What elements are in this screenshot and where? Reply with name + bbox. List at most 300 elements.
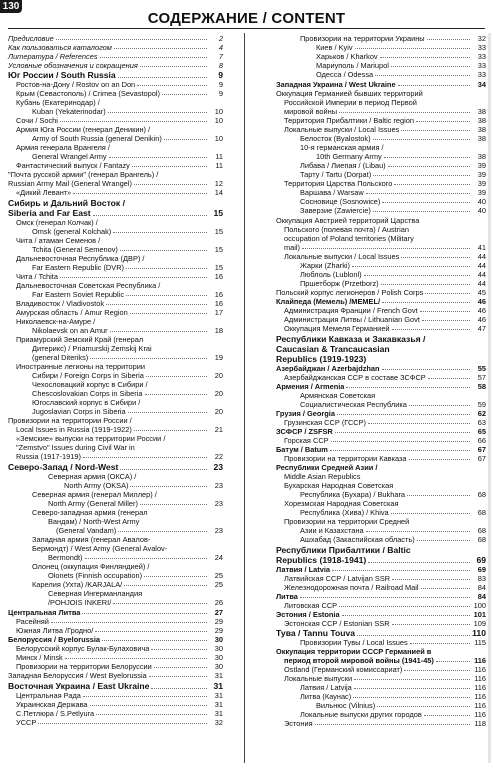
toc-entry-page: 16 xyxy=(214,272,223,281)
dot-leader xyxy=(377,706,470,707)
toc-entry[interactable] xyxy=(276,345,486,354)
toc-entry[interactable] xyxy=(276,536,486,543)
toc-entry-page: 84 xyxy=(477,592,486,601)
toc-entry[interactable] xyxy=(276,629,486,638)
toc-entry[interactable] xyxy=(8,500,223,507)
toc-entry[interactable] xyxy=(276,593,486,600)
toc-entry-page: 23 xyxy=(214,526,223,535)
toc-entry-title: Центральная Рада xyxy=(16,691,81,700)
toc-entry[interactable] xyxy=(8,572,223,579)
toc-entry[interactable] xyxy=(8,399,223,406)
toc-entry[interactable] xyxy=(8,482,223,489)
toc-entry-title: период второй мировой войны (1941-45) xyxy=(284,656,434,665)
toc-entry[interactable] xyxy=(8,682,223,691)
toc-entry-page: 116 xyxy=(474,656,486,665)
toc-entry[interactable] xyxy=(276,316,486,323)
toc-entry-page: 110 xyxy=(472,628,486,638)
toc-entry[interactable] xyxy=(276,198,486,205)
toc-entry[interactable] xyxy=(276,135,486,142)
toc-entry[interactable] xyxy=(8,381,223,388)
toc-entry[interactable] xyxy=(276,374,486,381)
toc-entry[interactable] xyxy=(276,410,486,417)
toc-entry-page: 58 xyxy=(477,382,486,391)
toc-entry-page: 9 xyxy=(218,89,223,98)
toc-entry-page: 38 xyxy=(477,116,486,125)
toc-entry[interactable] xyxy=(276,675,486,682)
toc-entry[interactable] xyxy=(8,491,223,498)
toc-entry-title: Азербайджан / Azerbajdzhan xyxy=(276,364,380,373)
toc-entry-page: 26 xyxy=(214,598,223,607)
dot-leader xyxy=(110,331,207,332)
toc-entry[interactable] xyxy=(8,618,223,625)
toc-entry[interactable] xyxy=(8,327,223,334)
dot-leader xyxy=(134,430,207,431)
toc-entry[interactable] xyxy=(276,527,486,534)
toc-entry[interactable] xyxy=(8,282,223,289)
toc-entry[interactable] xyxy=(8,701,223,708)
toc-entry[interactable] xyxy=(276,473,486,480)
toc-entry[interactable] xyxy=(276,90,486,97)
toc-entry[interactable] xyxy=(8,719,223,726)
toc-entry[interactable] xyxy=(8,180,223,187)
toc-entry[interactable] xyxy=(8,463,223,472)
toc-entry-page: 16 xyxy=(214,290,223,299)
toc-entry[interactable] xyxy=(276,693,486,700)
toc-entry-title: Республики Средней Азии / xyxy=(276,463,378,472)
toc-entry[interactable] xyxy=(8,219,223,226)
toc-entry[interactable] xyxy=(276,500,486,507)
toc-entry-title: Литовская ССР xyxy=(284,601,338,610)
dot-leader xyxy=(120,250,207,251)
toc-entry[interactable] xyxy=(8,171,223,178)
toc-entry[interactable] xyxy=(8,672,223,679)
toc-entry-title: Азии и Казахстана xyxy=(300,526,364,535)
toc-entry[interactable] xyxy=(8,273,223,280)
toc-entry[interactable] xyxy=(8,509,223,516)
toc-entry[interactable] xyxy=(8,692,223,699)
dot-leader xyxy=(38,723,207,724)
toc-entry-page: 33 xyxy=(477,70,486,79)
toc-entry[interactable] xyxy=(8,426,223,433)
toc-entry-title: Азербайджанская ССР в составе ЗСФСР xyxy=(284,373,426,382)
toc-entry-title: Омск (генерал Колчак) / xyxy=(16,218,98,227)
toc-entry[interactable] xyxy=(8,246,223,253)
toc-entry[interactable] xyxy=(276,117,486,124)
toc-entry-page: 27 xyxy=(214,608,223,617)
toc-entry[interactable] xyxy=(8,710,223,717)
toc-entry[interactable] xyxy=(8,108,223,115)
toc-entry-title: Литва (Каунас) xyxy=(300,692,352,701)
toc-entry[interactable] xyxy=(276,620,486,627)
toc-entry[interactable] xyxy=(276,53,486,60)
toc-entry-title: Армия генерала Врангеля / xyxy=(16,143,110,152)
dot-leader xyxy=(354,679,470,680)
toc-entry[interactable] xyxy=(8,545,223,552)
toc-entry-page: 10 xyxy=(214,107,223,116)
toc-entry[interactable] xyxy=(276,419,486,426)
toc-entry[interactable] xyxy=(8,473,223,480)
toc-entry-page: 30 xyxy=(214,635,223,644)
toc-entry-title: "Zemstvo" Issues during Civil War in xyxy=(16,443,135,452)
toc-entry[interactable] xyxy=(276,244,486,251)
toc-entry-title: Иностранные легионы на территории xyxy=(16,362,146,371)
toc-entry[interactable] xyxy=(8,627,223,634)
dot-leader xyxy=(335,432,470,433)
toc-entry-page: 25 xyxy=(214,571,223,580)
toc-entry-title: Локальные выпуски / Local Issues xyxy=(284,125,400,134)
dot-leader xyxy=(380,57,470,58)
toc-entry[interactable] xyxy=(8,81,223,88)
toc-entry[interactable] xyxy=(8,189,223,196)
toc-entry[interactable] xyxy=(276,446,486,453)
dot-leader xyxy=(315,724,470,725)
toc-entry-page: 16 xyxy=(214,299,223,308)
toc-entry[interactable] xyxy=(276,280,486,287)
toc-entry[interactable] xyxy=(276,518,486,525)
toc-entry[interactable] xyxy=(8,162,223,169)
toc-entry-title: Chescoslovakian Corps in Siberia xyxy=(32,389,143,398)
toc-entry-page: 116 xyxy=(474,683,486,692)
toc-entry-title: Как пользоваться каталогом xyxy=(8,43,112,52)
toc-entry[interactable] xyxy=(276,162,486,169)
toc-entry[interactable] xyxy=(8,53,223,60)
dot-leader xyxy=(145,394,207,395)
toc-entry-title: Олонец (оккупация Финляндией) / xyxy=(32,562,150,571)
toc-entry-title: Дальневосточная Советская Республика / xyxy=(16,281,161,290)
toc-entry[interactable] xyxy=(8,345,223,352)
toc-entry[interactable] xyxy=(276,171,486,178)
toc-entry-page: 68 xyxy=(477,490,486,499)
toc-entry[interactable] xyxy=(276,71,486,78)
dot-leader xyxy=(404,670,470,671)
toc-entry-page: 41 xyxy=(477,243,486,252)
toc-entry-title: Middle Asian Republics xyxy=(284,472,361,481)
toc-entry[interactable] xyxy=(8,590,223,597)
toc-entry[interactable] xyxy=(8,199,223,208)
toc-entry-title: Провизории на территории России / xyxy=(8,416,132,425)
toc-entry-page: 116 xyxy=(474,701,486,710)
toc-entry[interactable] xyxy=(276,684,486,691)
dot-leader xyxy=(102,640,207,641)
toc-entry-title: Люблоль (Lublonl) xyxy=(300,270,362,279)
dot-leader xyxy=(144,576,207,577)
toc-entry[interactable] xyxy=(8,654,223,661)
toc-entry-title: Грузинская ССР (ГССР) xyxy=(284,418,367,427)
toc-entry[interactable] xyxy=(276,428,486,435)
toc-entry-title: Чита / Tchita xyxy=(16,272,58,281)
dot-leader xyxy=(108,112,207,113)
toc-entry[interactable] xyxy=(276,482,486,489)
toc-entry-title: Литва xyxy=(276,592,298,601)
toc-entry-page: 38 xyxy=(477,152,486,161)
toc-entry[interactable] xyxy=(8,300,223,307)
toc-entry-title: Хорезмская Народная Советская xyxy=(284,499,399,508)
toc-entry-page: 44 xyxy=(477,261,486,270)
toc-entry-page: 68 xyxy=(477,526,486,535)
toc-entry[interactable] xyxy=(276,602,486,609)
toc-entry-page: 25 xyxy=(214,580,223,589)
toc-entry-title: Социалистическая Республика xyxy=(300,400,407,409)
toc-entry-page: 67 xyxy=(477,445,486,454)
toc-entry-title: Южная Литва /Гродно/ xyxy=(16,626,94,635)
toc-entry[interactable] xyxy=(8,663,223,670)
toc-entry-page: 29 xyxy=(214,626,223,635)
toc-entry-page: 46 xyxy=(477,306,486,315)
toc-entry-page: 59 xyxy=(477,400,486,409)
toc-entry[interactable] xyxy=(276,126,486,133)
toc-entry[interactable] xyxy=(8,62,223,69)
toc-entry[interactable] xyxy=(8,135,223,142)
toc-entry-title: Сочи / Sochi xyxy=(16,116,58,125)
dot-leader xyxy=(368,423,470,424)
toc-entry-title: North Army (General Miller) xyxy=(48,499,138,508)
toc-entry-title: Северная армия (ОКСА) / xyxy=(48,472,137,481)
toc-entry[interactable] xyxy=(276,702,486,709)
toc-entry[interactable] xyxy=(8,636,223,643)
toc-entry[interactable] xyxy=(276,207,486,214)
toc-entry-title: Локальные выпуски других городов xyxy=(300,710,422,719)
toc-entry-title: mail) xyxy=(284,243,301,252)
dot-leader xyxy=(146,376,207,377)
toc-entry[interactable] xyxy=(276,455,486,462)
toc-entry-title: Чехословацкий корпус в Сибири / xyxy=(32,380,148,389)
toc-entry[interactable] xyxy=(276,383,486,390)
toc-entry[interactable] xyxy=(8,435,223,442)
toc-entry[interactable] xyxy=(276,99,486,106)
toc-entry[interactable] xyxy=(8,153,223,160)
toc-entry[interactable] xyxy=(8,336,223,343)
dot-leader xyxy=(428,378,470,379)
toc-entry-title: Kuban (Yekaterinodar) xyxy=(32,107,106,116)
toc-entry[interactable] xyxy=(276,307,486,314)
dot-leader xyxy=(352,266,470,267)
toc-entry-title: Польский корпус легионеров / Polish Corps xyxy=(276,288,424,297)
dot-leader xyxy=(424,715,470,716)
toc-entry-title: Тува / Tannu Touva xyxy=(276,628,356,638)
toc-entry[interactable] xyxy=(8,518,223,525)
toc-entry[interactable] xyxy=(276,639,486,646)
toc-entry[interactable] xyxy=(276,153,486,160)
toc-entry[interactable] xyxy=(276,464,486,471)
dot-leader xyxy=(392,624,470,625)
dot-leader xyxy=(422,320,470,321)
dot-leader xyxy=(373,175,470,176)
toc-entry-page: 101 xyxy=(473,610,486,619)
toc-entry[interactable] xyxy=(8,144,223,151)
toc-entry[interactable] xyxy=(8,372,223,379)
toc-entry[interactable] xyxy=(8,228,223,235)
toc-entry-page: 10 xyxy=(214,116,223,125)
toc-entry-title: Пршетборж (Przetborz) xyxy=(300,279,379,288)
toc-entry-title: Территория Царства Польского xyxy=(284,179,393,188)
toc-entry-page: 40 xyxy=(477,206,486,215)
toc-entry[interactable] xyxy=(8,453,223,460)
toc-entry-page: 30 xyxy=(214,662,223,671)
dot-leader xyxy=(137,85,207,86)
toc-entry-page: 10 xyxy=(214,134,223,143)
toc-entry[interactable] xyxy=(276,235,486,242)
toc-entry-page: 83 xyxy=(477,574,486,583)
toc-entry-title: Республики Кавказа и Закавказья / xyxy=(276,334,426,344)
toc-entry[interactable] xyxy=(276,711,486,718)
toc-entry[interactable] xyxy=(276,226,486,233)
dot-leader xyxy=(100,57,207,58)
toc-entry-page: 39 xyxy=(477,179,486,188)
toc-entry[interactable] xyxy=(8,291,223,298)
toc-entry-title: 10-я германская армия / xyxy=(300,143,384,152)
dot-leader xyxy=(364,275,470,276)
dot-leader xyxy=(113,603,207,604)
toc-entry-title: Железнодорожная почта / Railroad Mail xyxy=(284,583,419,592)
toc-entry[interactable] xyxy=(276,81,486,88)
toc-entry-title: Северная Ингерманландия xyxy=(48,589,143,598)
dot-leader xyxy=(73,193,207,194)
toc-entry-page: 32 xyxy=(477,34,486,43)
toc-entry[interactable] xyxy=(276,298,486,305)
toc-entry[interactable] xyxy=(276,262,486,269)
toc-entry-title: Olonets (Finnish occupation) xyxy=(48,571,143,580)
dot-leader xyxy=(339,606,470,607)
toc-entry[interactable] xyxy=(276,180,486,187)
toc-entry-page: 115 xyxy=(474,638,486,647)
scrollbar[interactable] xyxy=(488,33,491,763)
toc-entry[interactable] xyxy=(276,289,486,296)
toc-entry[interactable] xyxy=(276,365,486,372)
toc-entry[interactable] xyxy=(276,325,486,332)
toc-entry[interactable] xyxy=(276,584,486,591)
toc-entry[interactable] xyxy=(8,44,223,51)
toc-entry[interactable] xyxy=(276,509,486,516)
toc-entry[interactable] xyxy=(276,556,486,565)
toc-entry[interactable] xyxy=(276,437,486,444)
toc-entry-page: 45 xyxy=(477,288,486,297)
toc-entry-page: 116 xyxy=(474,710,486,719)
toc-entry[interactable] xyxy=(8,408,223,415)
toc-entry[interactable] xyxy=(8,71,223,80)
toc-entry-title: Латвия / Latvia xyxy=(276,565,331,574)
toc-entry[interactable] xyxy=(8,554,223,561)
toc-entry-page: 24 xyxy=(214,553,223,562)
toc-entry-title: North Army (OKSA) xyxy=(64,481,129,490)
toc-entry-title: Литература / References xyxy=(8,52,98,61)
toc-entry[interactable] xyxy=(8,309,223,316)
toc-entry[interactable] xyxy=(8,90,223,97)
toc-entry-page: 8 xyxy=(218,61,223,70)
toc-entry-page: 15 xyxy=(213,208,223,218)
toc-entry-title: Дальневосточная Республика (ДВР) / xyxy=(16,254,145,263)
toc-entry[interactable] xyxy=(8,35,223,42)
dot-leader xyxy=(140,504,207,505)
toc-entry[interactable] xyxy=(276,666,486,673)
toc-entry-title: Амурская область / Amur Region xyxy=(16,308,128,317)
dot-leader xyxy=(384,157,470,158)
toc-entry[interactable] xyxy=(276,611,486,618)
toc-entry[interactable] xyxy=(8,527,223,534)
toc-entry[interactable] xyxy=(8,563,223,570)
page-number-badge: 130 xyxy=(0,0,22,13)
toc-entry-page: 31 xyxy=(214,700,223,709)
toc-entry-page: 38 xyxy=(477,125,486,134)
toc-entry-page: 15 xyxy=(214,245,223,254)
toc-entry-page: 62 xyxy=(477,409,486,418)
toc-entry[interactable] xyxy=(8,264,223,271)
toc-entry-page: 116 xyxy=(474,674,486,683)
toc-entry-page: 68 xyxy=(477,535,486,544)
toc-entry[interactable] xyxy=(276,44,486,51)
toc-entry-title: Оккупация Австрией территорий Царства xyxy=(276,216,420,225)
toc-entry-title: "Почта русской армии" (генерал Врангель) / xyxy=(8,170,159,179)
toc-entry-page: 67 xyxy=(477,454,486,463)
toc-entry[interactable] xyxy=(276,491,486,498)
toc-entry[interactable] xyxy=(8,117,223,124)
toc-entry[interactable] xyxy=(8,645,223,652)
dot-leader xyxy=(118,77,207,78)
toc-entry[interactable] xyxy=(8,255,223,262)
toc-entry[interactable] xyxy=(8,417,223,424)
toc-entry[interactable] xyxy=(276,217,486,224)
toc-entry[interactable] xyxy=(276,271,486,278)
toc-entry[interactable] xyxy=(8,536,223,543)
toc-entry[interactable] xyxy=(8,99,223,106)
toc-entry-title: Белоруссия / Byelorussia xyxy=(8,635,101,644)
toc-entry-page: 31 xyxy=(214,691,223,700)
toc-entry-page: 33 xyxy=(477,61,486,70)
toc-entry[interactable] xyxy=(276,566,486,573)
toc-entry[interactable] xyxy=(276,144,486,151)
toc-entry-page: 4 xyxy=(218,43,223,52)
toc-entry[interactable] xyxy=(8,354,223,361)
toc-entry-title: «Земские» выпуски на территории России / xyxy=(16,434,166,443)
toc-entry-title: Приамурский Земский Край (генерал xyxy=(16,335,144,344)
dot-leader xyxy=(130,313,207,314)
toc-entry[interactable] xyxy=(276,35,486,42)
toc-entry[interactable] xyxy=(276,189,486,196)
dot-leader xyxy=(425,293,470,294)
toc-entry[interactable] xyxy=(276,546,486,555)
toc-entry[interactable] xyxy=(276,355,486,364)
toc-entry[interactable] xyxy=(276,253,486,260)
dot-leader xyxy=(368,562,470,563)
toc-entry[interactable] xyxy=(276,657,486,664)
toc-entry[interactable] xyxy=(8,609,223,616)
toc-entry[interactable] xyxy=(276,392,486,399)
toc-entry[interactable] xyxy=(8,318,223,325)
toc-entry[interactable] xyxy=(276,108,486,115)
toc-entry[interactable] xyxy=(8,209,223,218)
toc-entry[interactable] xyxy=(276,62,486,69)
toc-entry[interactable] xyxy=(276,648,486,655)
dot-leader xyxy=(114,48,207,49)
toc-entry[interactable] xyxy=(8,237,223,244)
toc-entry[interactable] xyxy=(8,390,223,397)
toc-entry-title: Администрация Литвы / Lithuanian Govt xyxy=(284,315,420,324)
toc-entry-title: Белорусский корпус Булак-Булаховича xyxy=(16,644,150,653)
toc-entry-page: 66 xyxy=(477,436,486,445)
toc-entry[interactable] xyxy=(8,363,223,370)
toc-entry[interactable] xyxy=(276,335,486,344)
toc-entry[interactable] xyxy=(276,575,486,582)
toc-entry-page: 46 xyxy=(477,315,486,324)
toc-entry[interactable] xyxy=(8,581,223,588)
toc-entry[interactable] xyxy=(276,720,486,727)
toc-entry[interactable] xyxy=(276,401,486,408)
toc-entry-title: (general Diteriks) xyxy=(32,353,89,362)
dot-leader xyxy=(113,232,207,233)
toc-entry[interactable] xyxy=(8,126,223,133)
toc-entry[interactable] xyxy=(8,444,223,451)
toc-entry[interactable] xyxy=(8,599,223,606)
toc-entry-title: Провизории Тувы / Local Issues xyxy=(300,638,408,647)
